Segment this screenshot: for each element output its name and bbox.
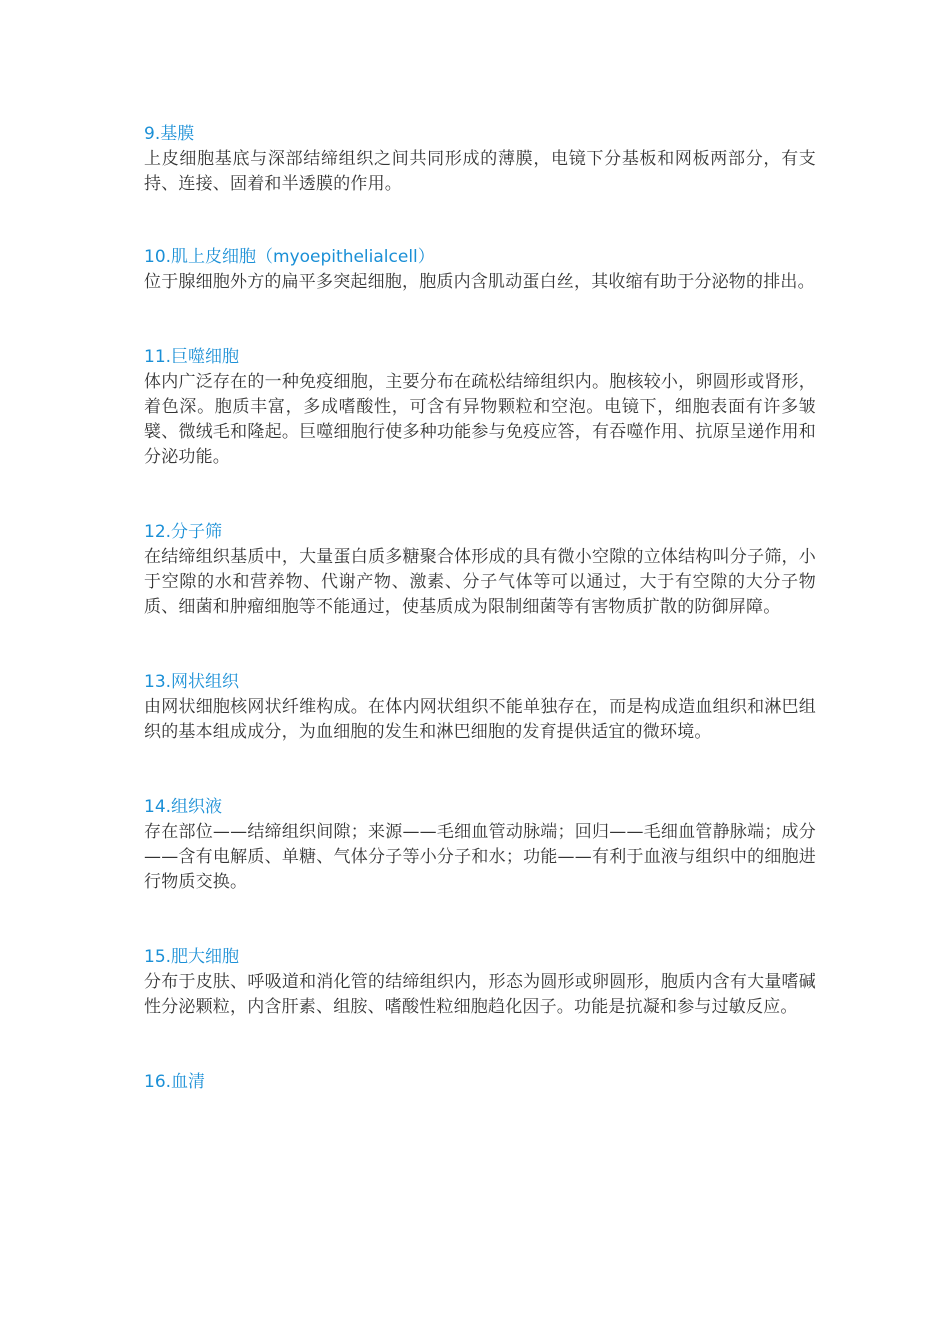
entry-heading: 10.肌上皮细胞（myoepithelialcell） (144, 247, 435, 267)
entry-heading: 11.巨噬细胞 (144, 347, 240, 367)
entry-heading: 13.网状组织 (144, 672, 240, 692)
entry-heading: 15.肥大细胞 (144, 947, 240, 967)
entry-body: 体内广泛存在的一种免疫细胞，主要分布在疏松结缔组织内。胞核较小，卵圆形或肾形，着色深。胞质丰富，多成嗜酸性，可含有异物颗粒和空泡。电镜下，细胞表面有许多皱襞、微绒毛和隆起。巨噬细胞行使多种功能参与免疫应答，有吞噬作用、抗原呈递作用和分泌功能。 (144, 372, 816, 467)
entry-body: 位于腺细胞外方的扁平多突起细胞，胞质内含肌动蛋白丝，其收缩有助于分泌物的排出。 (144, 272, 815, 292)
entry-basement-membrane (144, 122, 816, 197)
entry-myoepithelial-cell (144, 245, 816, 295)
entry-tissue-fluid (144, 795, 816, 895)
entry-body: 由网状细胞核网状纤维构成。在体内网状组织不能单独存在，而是构成造血组织和淋巴组织的基本组成成分，为血细胞的发生和淋巴细胞的发育提供适宜的微环境。 (144, 697, 816, 742)
entry-body: 上皮细胞基底与深部结缔组织之间共同形成的薄膜，电镜下分基板和网板两部分，有支持、连接、固着和半透膜的作用。 (144, 149, 816, 194)
entry-heading: 14.组织液 (144, 797, 223, 817)
entry-heading: 16.血清 (144, 1072, 206, 1092)
entry-body: 在结缔组织基质中，大量蛋白质多糖聚合体形成的具有微小空隙的立体结构叫分子筛，小于空隙的水和营养物、代谢产物、激素、分子气体等可以通过，大于有空隙的大分子物质、细菌和肿瘤细胞等不能通过，使基质成为限制细菌等有害物质扩散的防御屏障。 (144, 547, 816, 617)
entry-heading: 12.分子筛 (144, 522, 223, 542)
entry-heading: 9.基膜 (144, 124, 195, 144)
entry-serum (144, 1070, 816, 1095)
entry-body: 分布于皮肤、呼吸道和消化管的结缔组织内，形态为圆形或卵圆形，胞质内含有大量嗜碱性分泌颗粒，内含肝素、组胺、嗜酸性粒细胞趋化因子。功能是抗凝和参与过敏反应。 (144, 972, 816, 1017)
entry-body: 存在部位——结缔组织间隙；来源——毛细血管动脉端；回归——毛细血管静脉端；成分——含有电解质、单糖、气体分子等小分子和水；功能——有利于血液与组织中的细胞进行物质交换。 (144, 822, 816, 892)
entry-reticular-tissue (144, 670, 816, 745)
entry-macrophage (144, 345, 816, 470)
entry-molecular-sieve (144, 520, 816, 620)
glossary-content (144, 122, 816, 1147)
entry-mast-cell (144, 945, 816, 1020)
